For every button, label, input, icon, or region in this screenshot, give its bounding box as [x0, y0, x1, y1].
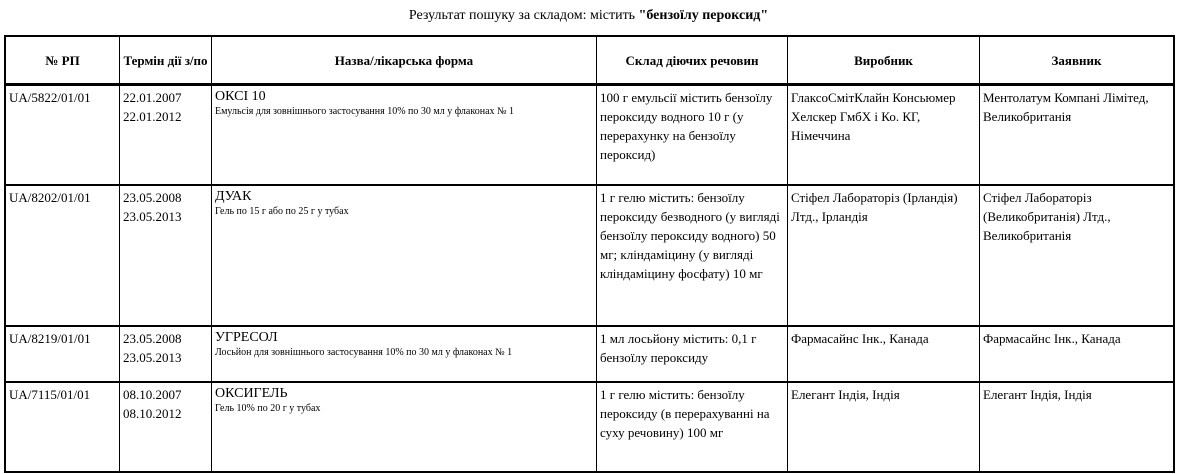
table-row [6, 325, 1173, 381]
name-form-cell [212, 381, 597, 471]
table-row [6, 84, 1173, 184]
name-form-cell [212, 325, 597, 381]
composition-cell: 1 мл лосьйону містить: 0,1 г бензоїлу пероксиду [597, 325, 788, 381]
validity-cell [120, 381, 212, 471]
applicant-cell: Ментолатум Компані Лімітед, Великобританія [980, 84, 1173, 184]
caption-prefix: Результат пошуку за складом: містить [408, 8, 639, 23]
date-from: 08.10.2007 [123, 387, 182, 402]
dosage-form: Лосьйон для зовнішнього застосування 10% по 30 мл у флаконах № 1 [215, 347, 513, 358]
drug-name: ОКСІ 10 [215, 89, 266, 104]
column-header-reg-no: № РП [6, 37, 120, 84]
dosage-form: Гель по 15 г або по 25 г у тубах [215, 206, 349, 217]
dosage-form: Гель 10% по 20 г у тубах [215, 403, 321, 414]
dosage-form: Емульсія для зовнішнього застосування 10% по 30 мл у флаконах № 1 [215, 106, 515, 117]
date-from: 22.01.2007 [123, 90, 182, 105]
search-result-caption [0, 7, 1177, 25]
drug-name: УГРЕСОЛ [215, 330, 278, 345]
validity-cell [120, 184, 212, 325]
drug-name: ДУАК [215, 189, 252, 204]
applicant-cell: Фармасайнс Інк., Канада [980, 325, 1173, 381]
column-header-composition: Склад діючих речовин [597, 37, 788, 84]
reg-number-cell: UA/7115/01/01 [6, 381, 120, 471]
composition-cell: 1 г гелю містить: бензоїлу пероксиду (в перерахуванні на суху речовину) 100 мг [597, 381, 788, 471]
applicant-cell: Елегант Індія, Індія [980, 381, 1173, 471]
date-to: 22.01.2012 [123, 109, 182, 124]
validity-cell [120, 84, 212, 184]
composition-cell: 100 г емульсії містить бензоїлу пероксиду водного 10 г (у перерахунку на бензоїлу пероксид) [597, 84, 788, 184]
manufacturer-cell: Стіфел Лабораторіз (Ірландія) Лтд., Ірландія [788, 184, 980, 325]
column-header-validity: Термін дії з/по [120, 37, 212, 84]
table-row [6, 381, 1173, 471]
results-table [4, 35, 1175, 473]
reg-number-cell: UA/8219/01/01 [6, 325, 120, 381]
column-header-applicant: Заявник [980, 37, 1173, 84]
validity-cell [120, 325, 212, 381]
table-header-row [6, 37, 1173, 84]
composition-cell: 1 г гелю містить: бензоїлу пероксиду безводного (у вигляді бензоїлу пероксиду водного) 50 мг; кліндаміцину (у вигляді кліндаміцину фосфату) 10 мг [597, 184, 788, 325]
reg-number-cell: UA/8202/01/01 [6, 184, 120, 325]
column-header-manufacturer: Виробник [788, 37, 980, 84]
caption-query: "бензоїлу пероксид" [638, 8, 769, 23]
name-form-cell [212, 84, 597, 184]
manufacturer-cell: Фармасайнс Інк., Канада [788, 325, 980, 381]
table-row [6, 184, 1173, 325]
manufacturer-cell: ГлаксоСмітКлайн Консьюмер Хелскер ГмбХ і Ко. КГ, Німеччина [788, 84, 980, 184]
date-to: 23.05.2013 [123, 209, 182, 224]
date-from: 23.05.2008 [123, 331, 182, 346]
date-to: 23.05.2013 [123, 350, 182, 365]
reg-number-cell: UA/5822/01/01 [6, 84, 120, 184]
column-header-name-form: Назва/лікарська форма [212, 37, 597, 84]
date-to: 08.10.2012 [123, 406, 182, 421]
drug-name: ОКСИГЕЛЬ [215, 386, 288, 401]
date-from: 23.05.2008 [123, 190, 182, 205]
name-form-cell [212, 184, 597, 325]
manufacturer-cell: Елегант Індія, Індія [788, 381, 980, 471]
applicant-cell: Стіфел Лабораторіз (Великобританія) Лтд., Великобританія [980, 184, 1173, 325]
